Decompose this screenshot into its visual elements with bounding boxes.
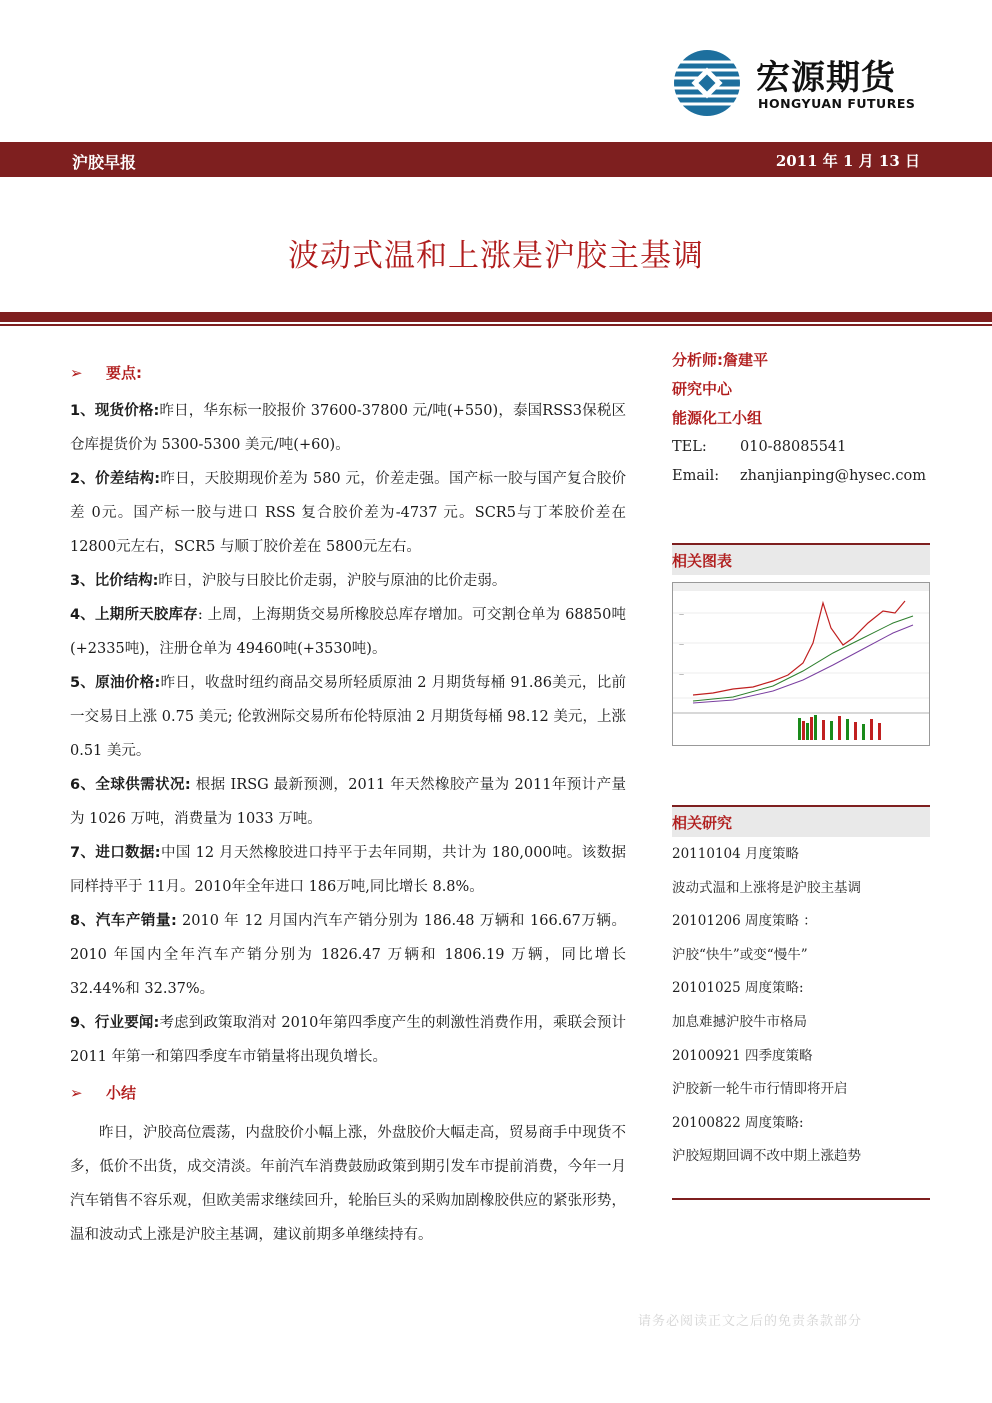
key-point-label: 1、现货价格:	[70, 403, 160, 419]
logo-name-cn: 宏源期货	[756, 58, 896, 98]
key-point-item	[70, 836, 626, 904]
key-point-item	[70, 394, 626, 462]
key-point-text: 中国 12 月天然橡胶进口持平于去年同期，共计为 180,000吨。该数据同样持平于 11月。2010年全年进口 186万吨,同比增长 8.8%。	[70, 845, 626, 895]
disclaimer-note: 请务必阅读正文之后的免责条款部分	[638, 1314, 863, 1329]
key-point-label: 6、全球供需状况:	[70, 777, 191, 793]
key-point-item	[70, 598, 626, 666]
related-chart-heading	[672, 543, 930, 575]
title-divider-thin	[0, 324, 992, 326]
related-research-heading-text: 相关研究	[672, 814, 733, 832]
title-divider	[0, 312, 992, 322]
key-point-label: 9、行业要闻:	[70, 1015, 160, 1031]
research-item[interactable]: 沪胶短期回调不改中期上涨趋势	[672, 1148, 861, 1165]
summary-heading	[70, 1076, 626, 1110]
arrow-bullet-icon: ➢	[70, 1084, 83, 1102]
key-point-text: 昨日，收盘时纽约商品交易所轻质原油 2 月期货每桶 91.86美元，比前一交易日上涨 0.75 美元; 伦敦洲际交易所布伦特原油 2 月期货每桶 98.12 美元，上涨 0.51 美元。	[70, 675, 627, 759]
key-point-text: 昨日，沪胶与日胶比价走弱，沪胶与原油的比价走弱。	[158, 573, 507, 589]
key-point-item	[70, 564, 626, 598]
svg-text:—: —	[679, 642, 684, 648]
analyst-tel	[672, 433, 930, 462]
key-point-label: 2、价差结构:	[70, 471, 161, 487]
analyst-team: 能源化工小组	[672, 409, 763, 427]
key-points-heading	[70, 356, 626, 390]
summary-heading-text: 小结	[106, 1084, 137, 1102]
key-point-text: : 上周，上海期货交易所橡胶总库存增加。可交割仓单为 68850吨(+2335吨)，注册仓单为 49460吨(+3530吨)。	[70, 607, 626, 657]
key-point-text: 2010 年 12 月国内汽车产销分别为 186.48 万辆和 166.67万辆。2010 年国内全年汽车产销分别为 1826.47 万辆和 1806.19 万辆，同比增长 32.44%和 32.37%。	[70, 913, 626, 997]
analyst-dept: 研究中心	[672, 380, 733, 398]
key-point-text: 昨日，华东标一胶报价 37600-37800 元/吨(+550)，泰国RSS3保税区仓库提货价为 5300-5300 美元/吨(+60)。	[70, 403, 626, 453]
summary-text: 昨日，沪胶高位震荡，内盘胶价小幅上涨，外盘胶价大幅走高，贸易商手中现货不多，低价不出货，成交清淡。年前汽车消费鼓励政策到期引发车市提前消费，今年一月汽车销售不容乐观，但欧美需求继续回升，轮胎巨头的采购加剧橡胶供应的紧张形势，温和波动式上涨是沪胶主基调，建议前期多单继续持有。	[70, 1125, 626, 1243]
related-research-list	[672, 838, 930, 1174]
logo-name-en: HONGYUAN FUTURES	[758, 96, 916, 111]
email-label: Email:	[672, 468, 720, 484]
research-item[interactable]: 沪胶新一轮牛市行情即将开启	[672, 1081, 848, 1098]
key-point-item	[70, 666, 626, 768]
key-point-label: 5、原油价格:	[70, 675, 161, 691]
research-item[interactable]: 20100921 四季度策略	[672, 1047, 813, 1064]
report-date: 2011 年 1 月 13 日	[775, 152, 920, 170]
key-point-text: 根据 IRSG 最新预测，2011 年天然橡胶产量为 2011年预计产量为 1026 万吨，消费量为 1033 万吨。	[70, 777, 626, 827]
analyst-info	[672, 346, 930, 491]
hongyuan-logo-icon	[672, 48, 742, 118]
page-title: 波动式温和上涨是沪胶主基调	[288, 238, 704, 274]
arrow-bullet-icon: ➢	[70, 364, 83, 382]
research-item[interactable]: 20101025 周度策略:	[672, 980, 804, 997]
tel-label: TEL:	[672, 439, 707, 455]
related-chart-thumbnail	[672, 582, 930, 746]
research-item[interactable]: 20110104 月度策略	[672, 846, 800, 862]
research-item[interactable]: 20100822 周度策略:	[672, 1114, 804, 1131]
related-chart-heading-text: 相关图表	[672, 552, 733, 570]
tel-value: 010-88085541	[740, 439, 847, 455]
header-band	[0, 142, 992, 177]
analyst-name: 分析师:詹建平	[672, 351, 768, 369]
research-item[interactable]: 沪胶“快牛”或变“慢牛”	[672, 946, 808, 963]
svg-text:—: —	[679, 612, 684, 618]
key-point-label: 4、上期所天胶库存	[70, 607, 198, 623]
company-logo	[672, 48, 922, 124]
research-item[interactable]: 波动式温和上涨将是沪胶主基调	[672, 879, 861, 896]
key-point-item	[70, 1006, 626, 1074]
research-item[interactable]: 加息难撼沪胶牛市格局	[672, 1013, 807, 1030]
analyst-email	[672, 462, 930, 491]
key-point-label: 7、进口数据:	[70, 845, 161, 861]
svg-text:—: —	[679, 672, 684, 678]
key-point-label: 8、汽车产销量:	[70, 913, 177, 929]
research-divider	[672, 1198, 930, 1200]
price-chart-image	[673, 583, 929, 745]
key-point-label: 3、比价结构:	[70, 573, 159, 589]
key-point-text: 考虑到政策取消对 2010年第四季度产生的刺激性消费作用，乘联会预计 2011 年第一和第四季度车市销量将出现负增长。	[70, 1015, 626, 1065]
key-points-heading-text: 要点:	[106, 364, 142, 382]
main-content	[70, 356, 626, 1252]
key-point-item	[70, 904, 626, 1006]
key-point-item	[70, 768, 626, 836]
related-research-heading	[672, 805, 930, 837]
key-points-list	[70, 394, 626, 1074]
report-type: 沪胶早报	[72, 153, 137, 172]
key-point-item	[70, 462, 626, 564]
research-item[interactable]: 20101206 周度策略 ：	[672, 913, 817, 930]
email-value[interactable]: zhanjianping@hysec.com	[740, 468, 927, 484]
key-point-text: 昨日，天胶期现价差为 580 元，价差走强。国产标一胶与国产复合胶价差 0元。国产标一胶与进口 RSS 复合胶价差为-4737 元。SCR5与丁苯胶价差在 12800元左右，SCR5 与顺丁胶价差在 5800元左右。	[70, 471, 626, 555]
